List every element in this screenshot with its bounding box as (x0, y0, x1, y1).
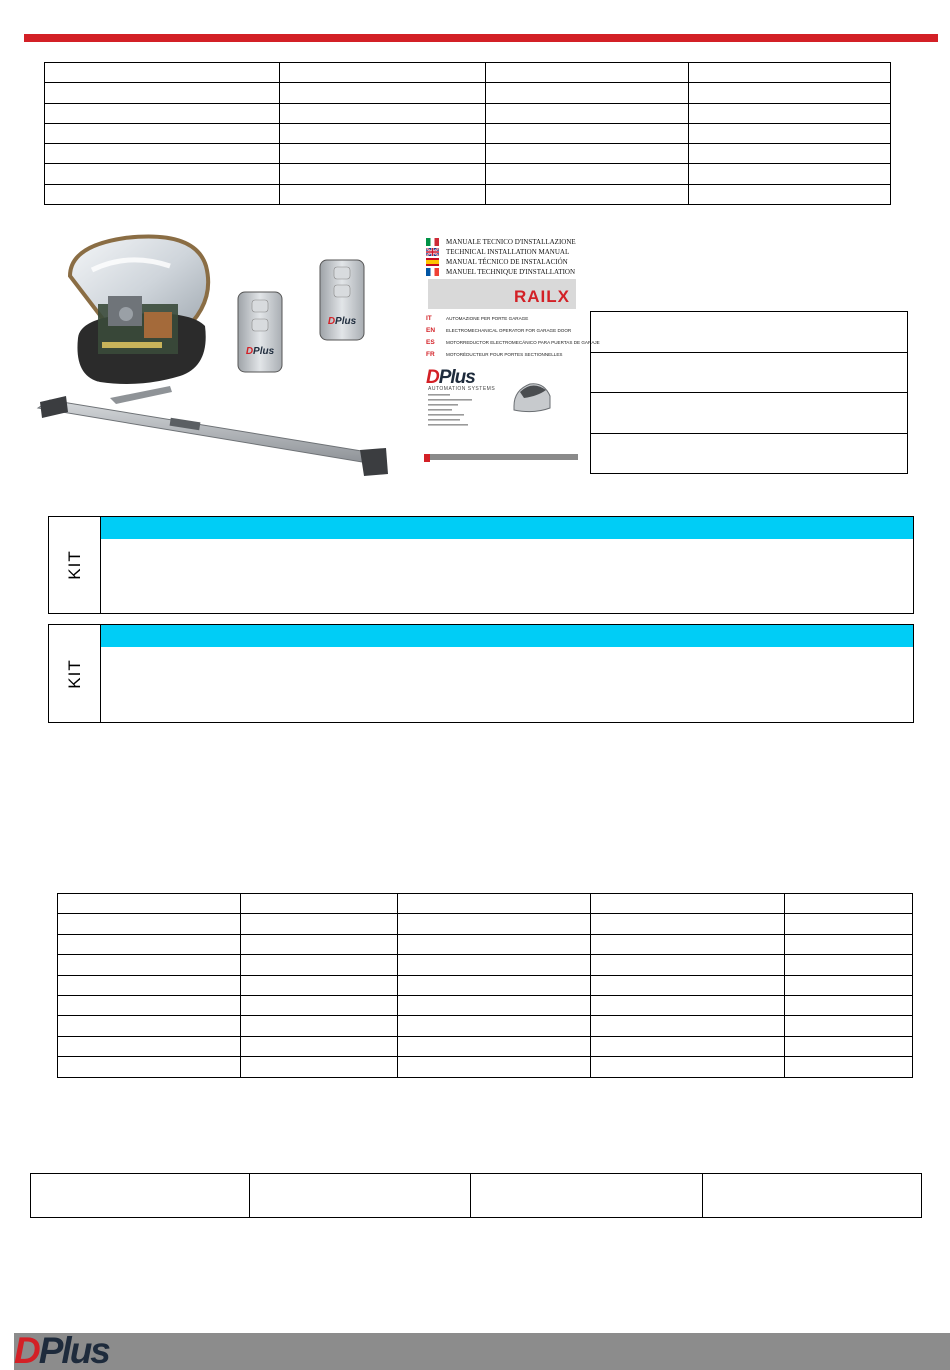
table-cell (486, 103, 689, 123)
kit-label: KIT (64, 658, 84, 689)
table-cell (591, 1057, 785, 1077)
remote-small (238, 292, 282, 372)
kit-header-bar (101, 517, 913, 539)
table-cell (486, 164, 689, 184)
table-row (45, 184, 891, 204)
table-row (591, 393, 908, 434)
table-cell (241, 914, 398, 934)
table-cell (591, 975, 785, 995)
table-cell (58, 1016, 241, 1036)
table-cell (58, 894, 241, 914)
table-row (58, 975, 913, 995)
table-cell (398, 894, 591, 914)
spec-table-top (44, 62, 891, 205)
manual-description-fr: FR MOTORÉDUCTEUR POUR PORTES SECTIONNELLES (426, 351, 563, 358)
table-cell (58, 1057, 241, 1077)
table-cell (58, 934, 241, 954)
table-cell (689, 144, 891, 164)
table-cell (45, 103, 280, 123)
manual-footer-bar (424, 454, 578, 460)
table-cell (58, 995, 241, 1015)
table-row (591, 352, 908, 393)
manual-brand-logo: DPlus (426, 367, 475, 388)
remote-large (320, 260, 364, 340)
kit-header-bar (101, 625, 913, 647)
table-cell (591, 1016, 785, 1036)
table-cell (689, 123, 891, 143)
table-cell (689, 83, 891, 103)
motor-unit (70, 237, 208, 384)
table-cell (591, 914, 785, 934)
table-cell (58, 955, 241, 975)
table-cell (241, 955, 398, 975)
table-cell (280, 164, 486, 184)
table-cell (486, 123, 689, 143)
table-cell (785, 914, 913, 934)
table-cell (45, 184, 280, 204)
manual-brand-tagline: AUTOMATION SYSTEMS (428, 386, 496, 392)
table-cell (591, 312, 908, 353)
table-cell (45, 164, 280, 184)
table-row (45, 164, 891, 184)
manual-language-fr: MANUEL TECHNIQUE D'INSTALLATION (424, 267, 578, 277)
table-cell (703, 1174, 922, 1218)
table-cell (398, 934, 591, 954)
table-cell (591, 995, 785, 1015)
table-cell (785, 934, 913, 954)
table-cell (785, 1016, 913, 1036)
table-cell (31, 1174, 250, 1218)
table-cell (45, 63, 280, 83)
table-row (58, 955, 913, 975)
spain-flag-icon (426, 258, 439, 266)
kit-label: KIT (64, 550, 84, 580)
table-row (58, 995, 913, 1015)
table-row (45, 144, 891, 164)
table-cell (486, 144, 689, 164)
svg-text:DPlus: DPlus (245, 346, 275, 357)
table-cell (591, 393, 908, 434)
table-cell (398, 995, 591, 1015)
table-cell (785, 1036, 913, 1056)
footer-bar (14, 1330, 950, 1370)
product-photo (30, 226, 420, 488)
table-row (591, 312, 908, 353)
table-cell (785, 955, 913, 975)
table-cell (398, 914, 591, 934)
svg-text:DPlus: DPlus (327, 316, 357, 327)
table-cell (591, 955, 785, 975)
table-row (58, 1057, 913, 1077)
manual-footer-mark (424, 454, 430, 462)
table-cell (486, 63, 689, 83)
table-cell (280, 184, 486, 204)
table-cell (45, 144, 280, 164)
table-cell (398, 955, 591, 975)
table-cell (591, 934, 785, 954)
table-cell (45, 83, 280, 103)
table-row (45, 103, 891, 123)
table-cell (241, 1057, 398, 1077)
table-cell (689, 103, 891, 123)
table-cell (398, 1016, 591, 1036)
manual-language-it: MANUALE TECNICO D'INSTALLAZIONE (424, 237, 578, 247)
table-cell (689, 164, 891, 184)
manual-description-es: ES MOTORREDUCTOR ELECTROMECÁNICO PARA PUERTAS DE GARAJE (426, 339, 600, 346)
table-cell (785, 975, 913, 995)
table-row (58, 914, 913, 934)
accessory-table (590, 311, 908, 474)
table-cell (280, 83, 486, 103)
table-cell (398, 975, 591, 995)
rail (38, 386, 388, 476)
manual-title-banner (428, 279, 576, 309)
spec-table-middle (57, 893, 913, 1078)
kit-box-2 (48, 624, 914, 723)
table-cell (591, 1036, 785, 1056)
kit-label-cell (49, 625, 101, 722)
uk-flag-icon (426, 248, 439, 256)
kit-box-1 (48, 516, 914, 614)
manual-language-uk: TECHNICAL INSTALLATION MANUAL (424, 247, 578, 257)
manual-cover (424, 232, 600, 464)
table-cell (591, 894, 785, 914)
table-row (58, 894, 913, 914)
table-row (31, 1174, 922, 1218)
table-cell (241, 975, 398, 995)
table-cell (398, 1057, 591, 1077)
table-cell (280, 63, 486, 83)
table-row (58, 1036, 913, 1056)
kit-label-cell (49, 517, 101, 613)
table-cell (241, 934, 398, 954)
table-cell (58, 914, 241, 934)
table-cell (280, 144, 486, 164)
table-cell (280, 103, 486, 123)
table-cell (241, 1036, 398, 1056)
table-cell (241, 894, 398, 914)
manual-description-en: EN ELECTROMECHANICAL OPERATOR FOR GARAGE DOOR (426, 327, 572, 334)
table-row (45, 63, 891, 83)
table-cell (591, 352, 908, 393)
table-cell (398, 1036, 591, 1056)
spec-table-bottom (30, 1173, 922, 1218)
table-row (45, 123, 891, 143)
table-cell (689, 184, 891, 204)
table-cell (689, 63, 891, 83)
table-row (58, 1016, 913, 1036)
top-red-bar (24, 34, 938, 42)
italy-flag-icon (426, 238, 439, 246)
manual-address-block (428, 392, 484, 430)
table-cell (486, 184, 689, 204)
table-cell (58, 1036, 241, 1056)
manual-description-it: IT AUTOMAZIONE PER PORTE GARAGE (426, 315, 529, 322)
footer-brand-logo: DPlus (14, 1330, 109, 1370)
table-cell (280, 123, 486, 143)
table-cell (785, 894, 913, 914)
table-cell (241, 1016, 398, 1036)
table-cell (785, 995, 913, 1015)
table-row (45, 83, 891, 103)
table-cell (471, 1174, 703, 1218)
table-cell (250, 1174, 471, 1218)
table-row (591, 433, 908, 474)
manual-title: RAILX (514, 287, 570, 306)
manual-language-es: MANUAL TÉCNICO DE INSTALACIÓN (424, 257, 578, 267)
france-flag-icon (426, 268, 439, 276)
table-row (58, 934, 913, 954)
control-unit-photo (510, 376, 554, 416)
table-cell (45, 123, 280, 143)
table-cell (241, 995, 398, 1015)
table-cell (58, 975, 241, 995)
table-cell (591, 433, 908, 474)
table-cell (785, 1057, 913, 1077)
table-cell (486, 83, 689, 103)
